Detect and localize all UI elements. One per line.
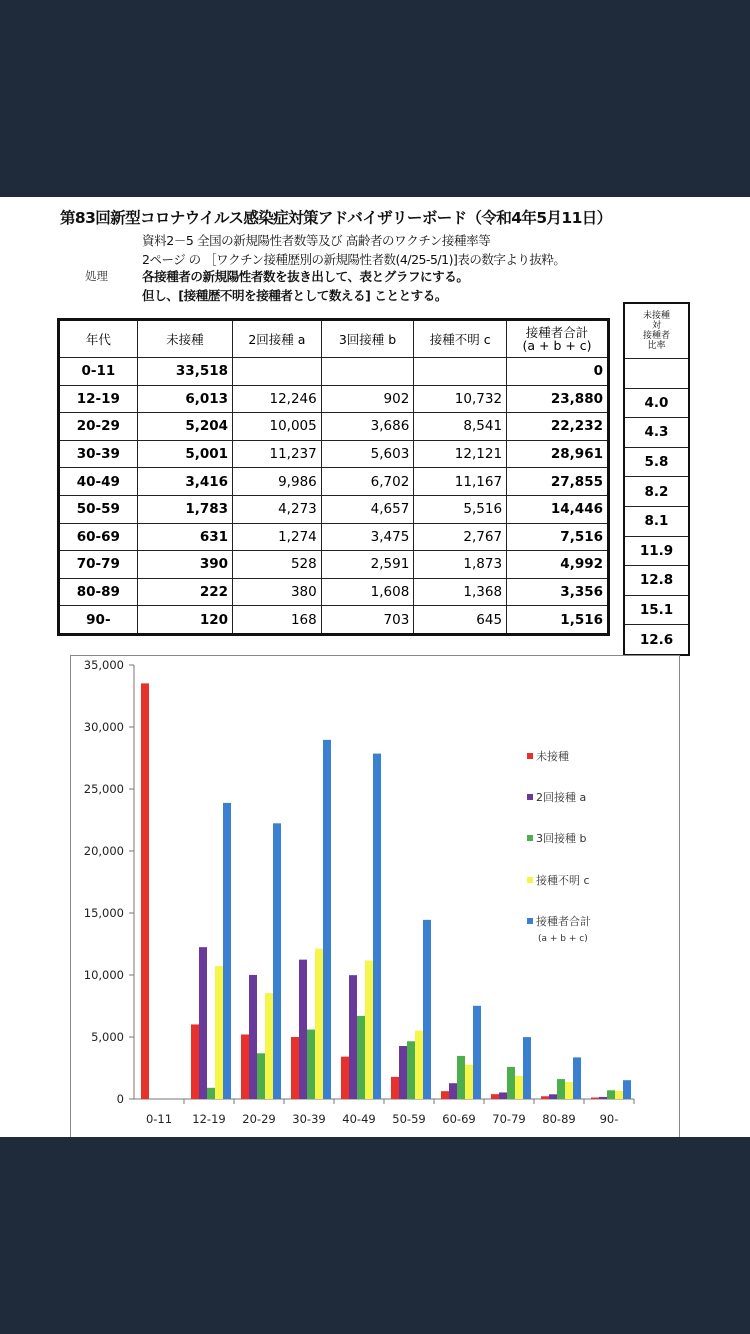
value-cell: 10,732 — [414, 385, 507, 413]
value-cell: 5,001 — [137, 440, 232, 468]
ratio-cell: 8.2 — [624, 477, 689, 507]
ratio-row — [624, 595, 689, 625]
value-cell: 33,518 — [137, 358, 232, 386]
bar — [249, 975, 257, 1099]
bar — [557, 1079, 565, 1099]
value-cell: 5,516 — [414, 495, 507, 523]
legend-label: 接種者合計 — [536, 915, 591, 928]
value-cell: 27,855 — [507, 468, 609, 496]
value-cell: 1,368 — [414, 578, 507, 606]
legend-label: 2回接種 a — [536, 791, 587, 804]
bar — [315, 949, 323, 1099]
value-cell: 5,603 — [321, 440, 414, 468]
table-row — [59, 495, 609, 523]
bar — [507, 1067, 515, 1099]
document-title: 第83回新型コロナウイルス感染症対策アドバイザリーボード（令和4年5月11日） — [60, 209, 612, 227]
age-cell: 80-89 — [59, 578, 138, 606]
value-cell: 2,767 — [414, 523, 507, 551]
value-cell: 645 — [414, 606, 507, 635]
y-tick-label: 25,000 — [83, 782, 124, 796]
x-tick-label: 12-19 — [192, 1112, 226, 1126]
bar — [499, 1092, 507, 1099]
age-cell: 70-79 — [59, 551, 138, 579]
ratio-cell — [624, 359, 689, 389]
x-tick-label: 20-29 — [242, 1112, 276, 1126]
bar — [591, 1098, 599, 1099]
x-tick-label: 30-39 — [292, 1112, 326, 1126]
value-cell: 3,686 — [321, 413, 414, 441]
age-cell: 12-19 — [59, 385, 138, 413]
bar — [623, 1080, 631, 1099]
legend-swatch — [527, 794, 533, 800]
x-tick-label: 40-49 — [342, 1112, 376, 1126]
table-row — [59, 358, 609, 386]
age-cell: 20-29 — [59, 413, 138, 441]
ratio-cell: 4.0 — [624, 388, 689, 418]
value-cell: 902 — [321, 385, 414, 413]
column-header: 年代 — [59, 320, 138, 358]
column-header: 2回接種 a — [233, 320, 322, 358]
bar — [373, 754, 381, 1099]
table-row — [59, 578, 609, 606]
age-cell: 30-39 — [59, 440, 138, 468]
bar — [449, 1083, 457, 1099]
bar — [465, 1065, 473, 1099]
ratio-row — [624, 359, 689, 389]
value-cell: 1,274 — [233, 523, 322, 551]
legend-swatch — [527, 835, 533, 841]
ratio-cell: 11.9 — [624, 536, 689, 566]
bar — [599, 1097, 607, 1099]
value-cell: 631 — [137, 523, 232, 551]
value-cell: 528 — [233, 551, 322, 579]
value-cell: 3,475 — [321, 523, 414, 551]
value-cell: 23,880 — [507, 385, 609, 413]
bar — [265, 993, 273, 1099]
value-cell: 28,961 — [507, 440, 609, 468]
bar — [573, 1057, 581, 1099]
ratio-cell: 5.8 — [624, 447, 689, 477]
table-row — [59, 413, 609, 441]
bar — [457, 1056, 465, 1099]
legend-label: 3回接種 b — [536, 832, 587, 845]
process-label: 処理 — [85, 269, 108, 283]
bar — [223, 803, 231, 1099]
value-cell: 12,246 — [233, 385, 322, 413]
bar — [323, 740, 331, 1099]
value-cell: 4,657 — [321, 495, 414, 523]
source-line-2: 2ページ の ［ワクチン接種歴別の新規陽性者数(4/25-5/1)]表の数字より抜粋。 — [142, 252, 566, 267]
bar — [523, 1037, 531, 1099]
ratio-row — [624, 388, 689, 418]
y-tick-label: 35,000 — [83, 658, 124, 672]
bar — [415, 1031, 423, 1099]
legend-label: 接種不明 c — [536, 874, 590, 887]
legend-label: 未接種 — [536, 750, 569, 763]
bar — [257, 1053, 265, 1099]
legend-swatch — [527, 918, 533, 924]
bar — [565, 1082, 573, 1099]
legend-swatch — [527, 753, 533, 759]
ratio-row — [624, 418, 689, 448]
value-cell: 3,416 — [137, 468, 232, 496]
bar — [491, 1094, 499, 1099]
value-cell: 4,273 — [233, 495, 322, 523]
y-tick-label: 0 — [116, 1092, 124, 1106]
bar — [357, 1016, 365, 1099]
value-cell: 6,702 — [321, 468, 414, 496]
value-cell: 1,783 — [137, 495, 232, 523]
value-cell: 380 — [233, 578, 322, 606]
chart-svg — [71, 656, 679, 1137]
bar — [199, 947, 207, 1099]
ratio-row — [624, 536, 689, 566]
bar — [299, 960, 307, 1099]
column-header: 未接種 — [137, 320, 232, 358]
bar — [541, 1096, 549, 1099]
value-cell: 0 — [507, 358, 609, 386]
x-tick-label: 60-69 — [442, 1112, 476, 1126]
value-cell: 3,356 — [507, 578, 609, 606]
legend-swatch — [527, 877, 533, 883]
bar — [273, 823, 281, 1099]
ratio-header: 未接種 対 接種者 比率 — [624, 303, 689, 359]
bar — [391, 1077, 399, 1099]
process-line-1: 各接種者の新規陽性者数を抜き出して、表とグラフにする。 — [142, 269, 469, 284]
table-row — [59, 551, 609, 579]
y-tick-label: 20,000 — [83, 844, 124, 858]
bar — [291, 1037, 299, 1099]
age-cell: 40-49 — [59, 468, 138, 496]
ratio-row — [624, 477, 689, 507]
age-cell: 60-69 — [59, 523, 138, 551]
legend-sublabel: (a + b + c) — [538, 934, 588, 944]
value-cell: 703 — [321, 606, 414, 635]
bar — [399, 1046, 407, 1099]
bar — [407, 1041, 415, 1099]
value-cell: 14,446 — [507, 495, 609, 523]
bar — [349, 975, 357, 1099]
bar-chart — [70, 655, 680, 1137]
value-cell — [414, 358, 507, 386]
bar — [207, 1088, 215, 1099]
value-cell: 11,167 — [414, 468, 507, 496]
process-line-2: 但し、[接種歴不明を接種者として数える] こととする。 — [142, 288, 447, 303]
x-tick-label: 50-59 — [392, 1112, 426, 1126]
value-cell: 10,005 — [233, 413, 322, 441]
bar — [307, 1030, 315, 1099]
bar — [615, 1091, 623, 1099]
value-cell: 11,237 — [233, 440, 322, 468]
document-image — [0, 197, 750, 1137]
x-tick-label: 0-11 — [145, 1112, 173, 1126]
bar — [191, 1024, 199, 1099]
value-cell: 120 — [137, 606, 232, 635]
value-cell: 168 — [233, 606, 322, 635]
age-cell: 0-11 — [59, 358, 138, 386]
table-row — [59, 385, 609, 413]
table-row — [59, 440, 609, 468]
ratio-table — [623, 302, 690, 656]
bar — [365, 961, 373, 1099]
column-header: 3回接種 b — [321, 320, 414, 358]
value-cell: 1,516 — [507, 606, 609, 635]
value-cell: 390 — [137, 551, 232, 579]
ratio-row — [624, 625, 689, 655]
ratio-cell: 12.8 — [624, 566, 689, 596]
table-row — [59, 606, 609, 635]
ratio-cell: 12.6 — [624, 625, 689, 655]
x-tick-label: 80-89 — [542, 1112, 576, 1126]
value-cell: 1,608 — [321, 578, 414, 606]
ratio-cell: 15.1 — [624, 595, 689, 625]
y-tick-label: 10,000 — [83, 968, 124, 982]
value-cell: 12,121 — [414, 440, 507, 468]
source-line-1: 資料2－5 全国の新規陽性者数等及び 高齢者のワクチン接種率等 — [142, 233, 491, 248]
bar — [549, 1094, 557, 1099]
ratio-row — [624, 506, 689, 536]
value-cell — [321, 358, 414, 386]
value-cell: 222 — [137, 578, 232, 606]
bar — [141, 683, 149, 1099]
value-cell: 7,516 — [507, 523, 609, 551]
age-cell: 90- — [59, 606, 138, 635]
table-header-row — [59, 320, 609, 358]
y-tick-label: 15,000 — [83, 906, 124, 920]
bar — [515, 1076, 523, 1099]
data-table — [57, 318, 610, 636]
bar — [473, 1006, 481, 1099]
value-cell: 6,013 — [137, 385, 232, 413]
column-header: 接種者合計 (a + b + c) — [507, 320, 609, 358]
value-cell: 5,204 — [137, 413, 232, 441]
ratio-row — [624, 566, 689, 596]
value-cell — [233, 358, 322, 386]
ratio-cell: 8.1 — [624, 506, 689, 536]
value-cell: 4,992 — [507, 551, 609, 579]
bar — [423, 920, 431, 1099]
age-cell: 50-59 — [59, 495, 138, 523]
y-tick-label: 30,000 — [83, 720, 124, 734]
value-cell: 1,873 — [414, 551, 507, 579]
value-cell: 22,232 — [507, 413, 609, 441]
y-tick-label: 5,000 — [91, 1030, 124, 1044]
ratio-cell: 4.3 — [624, 418, 689, 448]
bar — [215, 966, 223, 1099]
ratio-row — [624, 447, 689, 477]
value-cell: 2,591 — [321, 551, 414, 579]
bar — [441, 1091, 449, 1099]
x-tick-label: 70-79 — [492, 1112, 526, 1126]
bar — [241, 1034, 249, 1099]
x-tick-label: 90- — [599, 1112, 619, 1126]
value-cell: 8,541 — [414, 413, 507, 441]
column-header: 接種不明 c — [414, 320, 507, 358]
bar — [341, 1057, 349, 1099]
table-row — [59, 523, 609, 551]
value-cell: 9,986 — [233, 468, 322, 496]
table-row — [59, 468, 609, 496]
bar — [607, 1090, 615, 1099]
